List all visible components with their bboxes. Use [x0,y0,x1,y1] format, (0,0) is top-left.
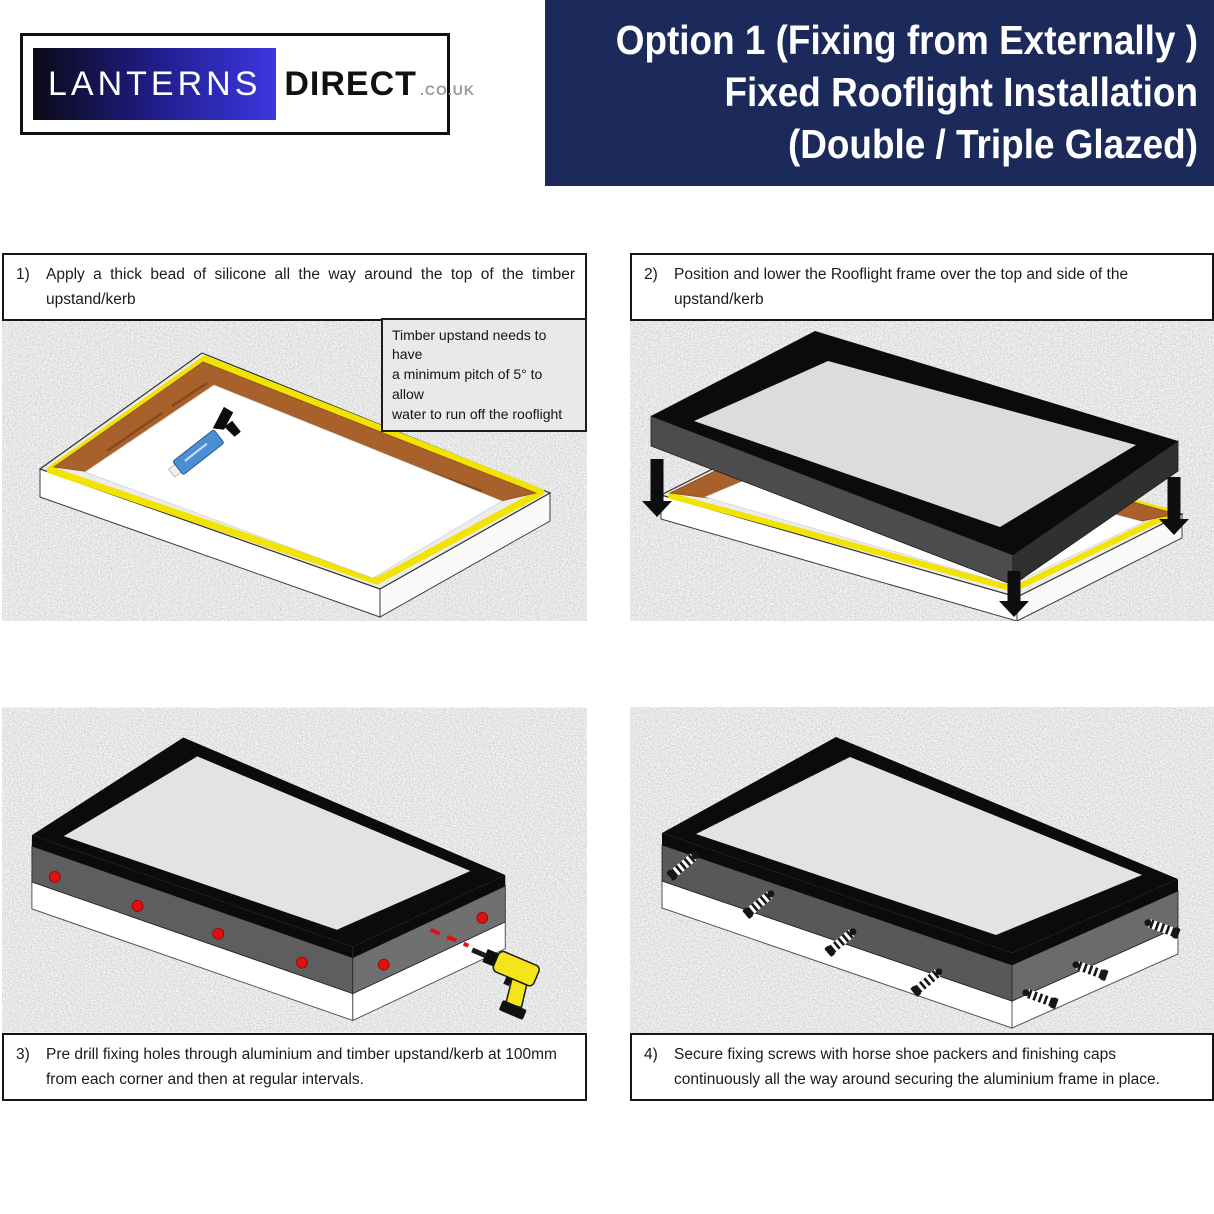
red-drill-hole-marker [477,912,488,923]
step-1-number: 1) [16,266,30,283]
panel-step-4 [630,707,1214,1101]
red-drill-hole-marker [49,871,60,882]
logo-blue-panel [33,48,276,120]
pitch-note-line-3: water to run off the rooflight [392,406,563,423]
logo-wordmark [276,65,475,104]
red-drill-hole-marker [213,928,224,939]
logo-text-lanterns: LANTERNS [48,64,262,103]
step-1-caption [2,253,587,321]
logo-text-direct: DIRECT [284,64,417,103]
lanterns-direct-logo [20,33,475,135]
panel-step-3 [2,707,587,1101]
red-drill-hole-marker [132,900,143,911]
panel-step-1 [2,253,587,621]
step-2-text: Position and lower the Rooflight frame over the top and side of the upstand/kerb [674,266,1129,308]
red-drill-hole-marker [378,959,389,970]
panel-step-2 [630,253,1214,621]
step-2-illustration [630,321,1214,621]
step-4-illustration [630,707,1214,1033]
step-3-text: Pre drill fixing holes through aluminium and timber upstand/kerb at 100mm from each corner and then at regular intervals. [46,1046,557,1088]
page-title [545,0,1214,186]
title-line-2: Fixed Rooflight Installation [724,69,1198,115]
step-3-graphic [2,707,587,1033]
step-1-text: Apply a thick bead of silicone all the way around the top of the timber upstand/kerb [46,266,575,308]
pitch-note-line-1: Timber upstand needs to have [392,326,547,363]
step-1-illustration [2,321,587,621]
step-3-number: 3) [16,1046,30,1063]
step-2-number: 2) [644,266,658,283]
step-4-number: 4) [644,1046,658,1063]
step-3-illustration [2,707,587,1033]
step-2-caption [630,253,1214,321]
step-4-graphic [630,707,1214,1033]
title-line-1: Option 1 (Fixing from Externally ) [615,17,1198,63]
step-4-caption [630,1033,1214,1101]
logo-text-suffix: .CO.UK [419,81,475,98]
red-drill-hole-marker [296,957,307,968]
pitch-note [381,318,587,432]
title-line-3: (Double / Triple Glazed) [787,121,1198,167]
pitch-note-line-2: a minimum pitch of 5° to allow [392,366,543,403]
page-title-lines [610,14,1198,170]
step-3-caption [2,1033,587,1101]
step-2-graphic [630,321,1214,621]
step-4-text: Secure fixing screws with horse shoe packers and finishing caps continuously all the way around securing the aluminium frame in place. [674,1046,1160,1088]
